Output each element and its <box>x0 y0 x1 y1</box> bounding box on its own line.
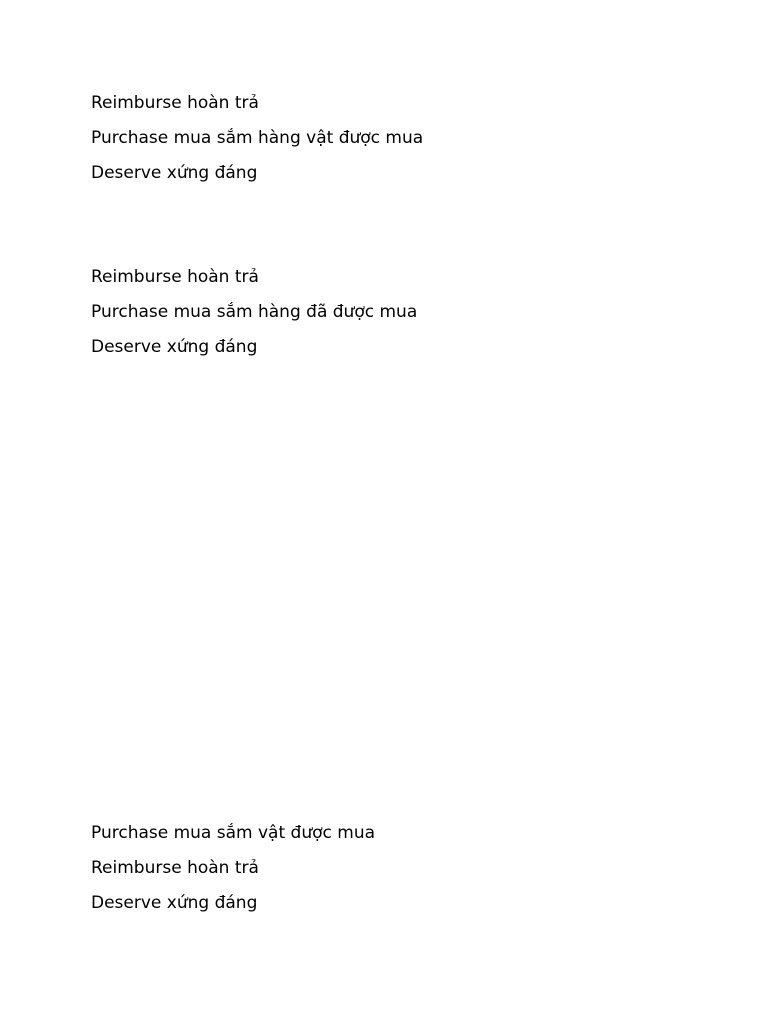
vocab-line: Deserve xứng đáng <box>91 893 258 913</box>
vocab-line: Purchase mua sắm vật được mua <box>91 823 376 843</box>
vocab-line: Reimburse hoàn trả <box>91 267 259 287</box>
vocab-line: Purchase mua sắm hàng vật được mua <box>91 128 424 148</box>
vocab-block-3 <box>91 823 691 928</box>
vocab-line: Reimburse hoàn trả <box>91 858 259 878</box>
vocab-line: Reimburse hoàn trả <box>91 93 259 113</box>
vocab-line: Deserve xứng đáng <box>91 337 258 357</box>
vocab-block-1 <box>91 93 691 198</box>
vocab-block-2 <box>91 267 691 372</box>
vocab-line: Purchase mua sắm hàng đã được mua <box>91 302 418 322</box>
vocab-line: Deserve xứng đáng <box>91 163 258 183</box>
